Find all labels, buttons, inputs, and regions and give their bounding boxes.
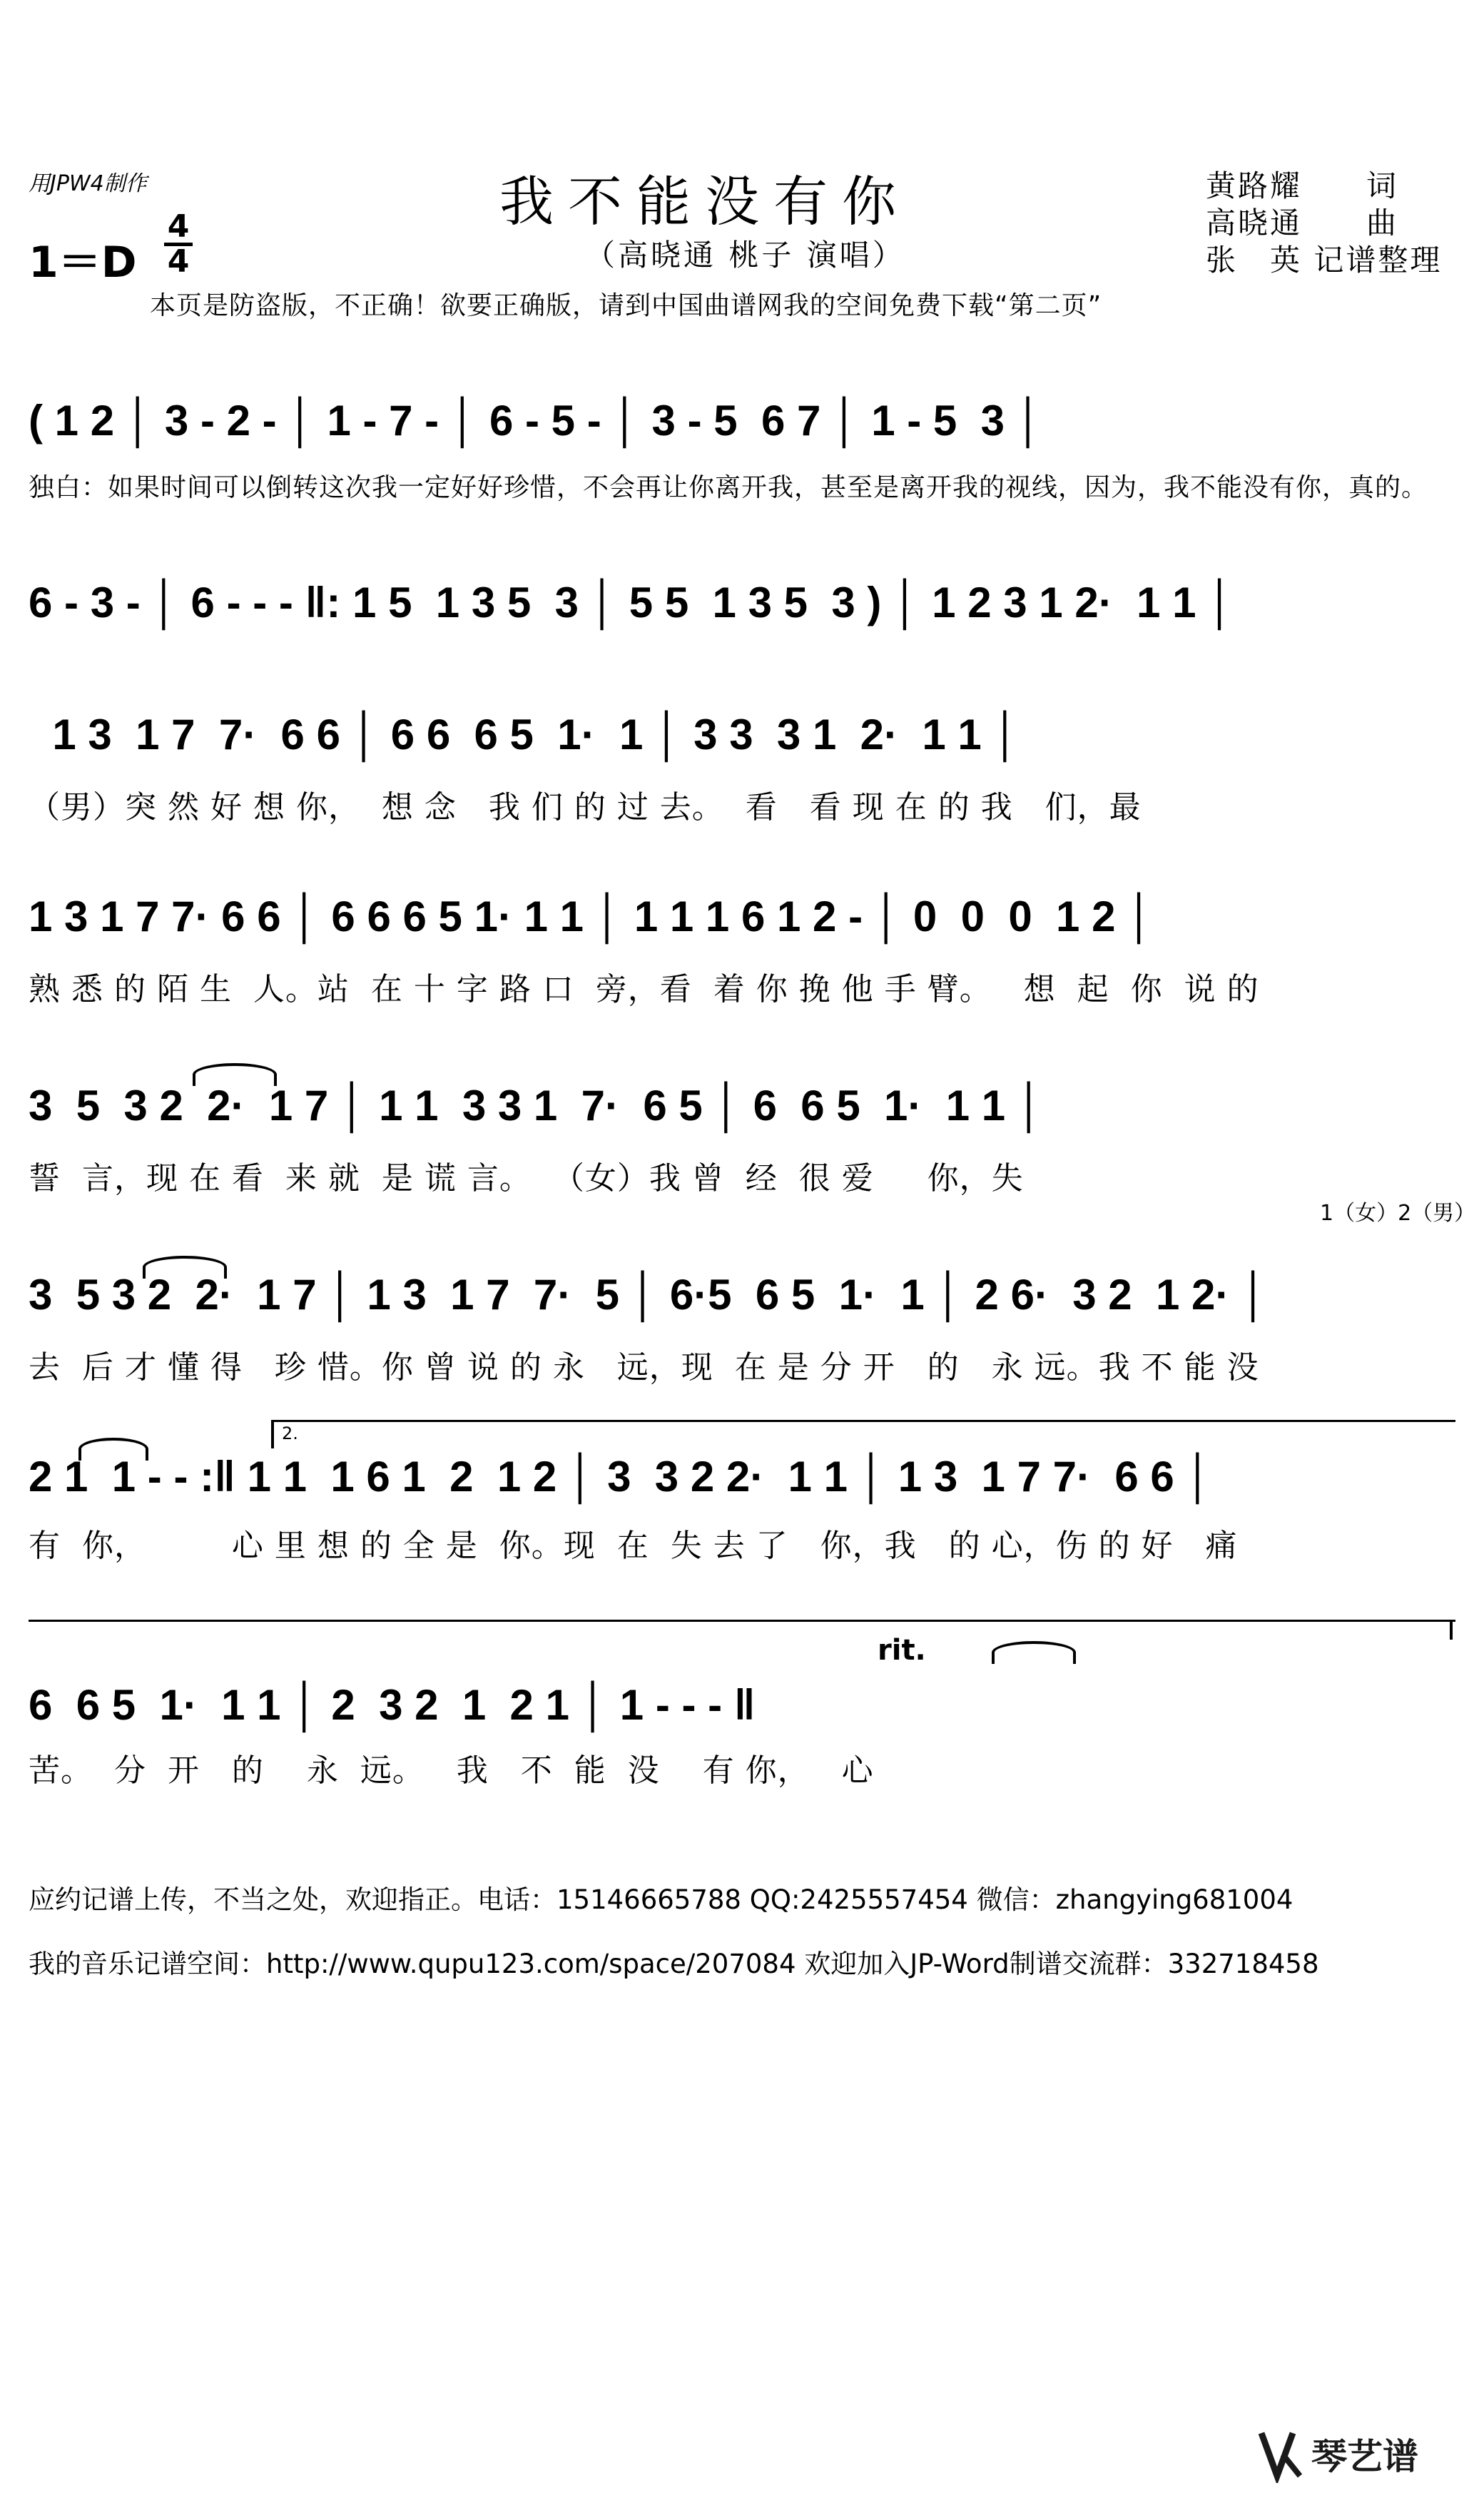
lyrics-row-7: 有 你， 心 里 想 的 全 是 你。现 在 失 去 了 你，我 的 心，伤 的 好 痛 (29, 1528, 1238, 1564)
lyricist-credit: 黄路耀 词 (1206, 168, 1399, 203)
notation-row-6: 3 5 3 2 2· 1 7 │ 1 3 1 7 7· 5 │ 6·5 6 5 1· 1 │ 2 6· 3 2 1 2· │ (29, 1271, 1269, 1319)
volta-bracket-edge (271, 1420, 274, 1448)
logo-mark-icon (1256, 2426, 1455, 2483)
software-credit: 用JPW4制作 (29, 171, 147, 196)
tempo-mark: rit. (878, 1634, 926, 1667)
lyrics-row-2 (29, 642, 1455, 692)
notation-row-8: 6 6 5 1· 1 1 │ 2 3 2 1 2 1 │ 1 - - - ‖ (29, 1681, 756, 1729)
anti-piracy-notice: 本页是防盗版，不正确！欲要正确版，请到中国曲谱网我的空间免费下载“第二页” (150, 291, 1102, 320)
svg-text:琴艺谱: 琴艺谱 (1311, 2436, 1418, 2477)
volta-bracket (271, 1420, 1455, 1422)
time-signature-top: 4 (167, 208, 190, 245)
notation-row-2: 6 - 3 - │ 6 - - - ‖: 1 5 1 3 5 3 │ 5 5 1 3 5 3 ) │ 1 2 3 1 2· 1 1 │ (29, 579, 1235, 626)
time-signature (164, 208, 193, 280)
lyrics-row-6: 去 后 才 懂 得 珍 惜。你 曾 说 的 永 远，现 在 是 分 开 的 永 远。我 不 能 没 (29, 1349, 1259, 1386)
notation-row-5: 3 5 3 2 2· 1 7 │ 1 1 3 3 1 7· 6 5 │ 6 6 5 1· 1 1 │ (29, 1082, 1045, 1129)
time-signature-bottom: 4 (167, 243, 190, 280)
notation-row-7: 2 1 1 - - :‖ 1 1 1 6 1 2 1 2 │ 3 3 2 2· 1 1 │ 1 3 1 7 7· 6 6 │ (29, 1453, 1213, 1501)
notation-row-3: 1 3 1 7 7· 6 6 │ 6 6 6 5 1· 1 │ 3 3 3 1 2· 1 1 │ (29, 711, 1020, 758)
lyrics-row-3: （男）突 然 好 想 你， 想 念 我 们 的 过 去。 看 看 现 在 的 我 们，最 (29, 789, 1142, 826)
transcriber-credit: 张 英 记谱整理 (1206, 243, 1443, 278)
volta-label: 2. (282, 1423, 298, 1443)
lyrics-row-4: 熟 悉 的 陌 生 人。站 在 十 字 路 口 旁，看 着 你 挽 他 手 臂。 想 起 你 说 的 (29, 971, 1259, 1007)
site-logo (1256, 2426, 1455, 2483)
voice-part-note: 1（女）2（男） (1320, 1201, 1476, 1226)
space-link-line: 我的音乐记谱空间：http://www.qupu123.com/space/207084 欢迎加入JP-Word制谱交流群：332718458 (29, 1949, 1319, 1979)
singer-line: （高晓通 桃子 演唱） (585, 238, 905, 273)
ending-bracket-edge (1450, 1620, 1453, 1640)
composer-credit: 高晓通 曲 (1206, 205, 1399, 240)
lyrics-row-8: 苦。 分 开 的 永 远。 我 不 能 没 有 你， 心 (29, 1752, 874, 1789)
lyrics-row-1: 独白：如果时间可以倒转这次我一定好好珍惜，不会再让你离开我，甚至是离开我的视线，因为，我不能没有你，真的。 (29, 473, 1428, 502)
notation-row-1: ( 1 2 │ 3 - 2 - │ 1 - 7 - │ 6 - 5 - │ 3 - 5 6 7 │ 1 - 5 3 │ (29, 397, 1044, 445)
lyrics-row-5: 誓 言，现 在 看 来 就 是 谎 言。 （女）我 曾 经 很 爱 你，失 (29, 1160, 1024, 1197)
notation-row-4: 1 3 1 7 7· 6 6 │ 6 6 6 5 1· 1 1 │ 1 1 1 6 1 2 - │ 0 0 0 1 2 │ (29, 893, 1154, 940)
song-title: 我不能没有你 (499, 170, 910, 233)
contact-line: 应约记谱上传，不当之处，欢迎指正。电话：15146665788 QQ:2425557454 微信：zhangying681004 (29, 1884, 1294, 1915)
key-signature: 1＝D (29, 238, 137, 288)
tie-mark (992, 1641, 1076, 1664)
ending-bracket (29, 1620, 1455, 1622)
